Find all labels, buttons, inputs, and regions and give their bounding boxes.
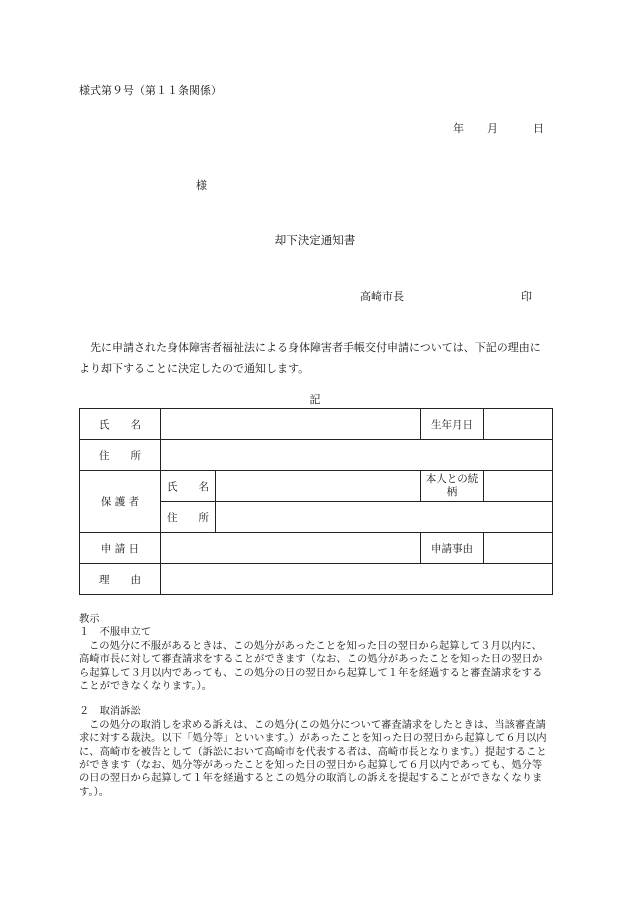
- form-number: 様式第９号（第１１条関係）: [79, 84, 222, 97]
- date-year: 年: [453, 122, 464, 135]
- guardian-address-label: 住 所: [161, 502, 216, 533]
- info-table: [79, 408, 553, 595]
- guardian-label: 保 護 者: [80, 471, 161, 533]
- guardian-name-value: [216, 471, 421, 502]
- date-day: 日: [533, 122, 544, 135]
- body-paragraph: 先に申請された身体障害者福祉法による身体障害者手帳交付申請については、下記の理由により却下することに決定したので通知します。: [79, 341, 541, 375]
- relationship-value: [484, 471, 553, 502]
- issuer-seal: 印: [521, 290, 532, 303]
- name-value: [161, 409, 421, 440]
- application-date-label: 申 請 日: [80, 533, 161, 564]
- application-reason-label: 申請事由: [421, 533, 484, 564]
- relationship-label: 本人との続柄: [421, 471, 484, 502]
- instructions: [79, 613, 552, 799]
- birthdate-value: [484, 409, 553, 440]
- ki-heading: 記: [309, 393, 321, 406]
- table-row: [80, 409, 553, 440]
- birthdate-label: 生年月日: [421, 409, 484, 440]
- document-title: 却下決定通知書: [274, 233, 356, 247]
- table-row: [80, 564, 553, 595]
- reason-label: 理 由: [80, 564, 161, 595]
- section1-title: １ 不服申立て: [79, 626, 152, 639]
- instructions-heading: 教示: [79, 613, 100, 625]
- table-row: [80, 440, 553, 471]
- reason-value: [161, 564, 553, 595]
- application-reason-value: [484, 533, 553, 564]
- address-label: 住 所: [80, 440, 161, 471]
- section1-text: この処分に不服があるときは、この処分があったことを知った日の翌日から起算して３月以内に、高崎市長に対して審査請求をすることができます（なお、この処分があったことを知った日の翌日から起算して３月以内であっても、この処分の日の翌日から起算して１年を経過すると審査請求をすることができなくなります。）。: [79, 639, 543, 693]
- address-value: [161, 440, 553, 471]
- guardian-address-value: [216, 502, 553, 533]
- date-month: 月: [487, 122, 498, 135]
- section2-text: この処分の取消しを求める訴えは、この処分(この処分について審査請求をしたときは、当該審査請求に対する裁決。以下「処分等」といいます。）があったことを知った日の翌日から起算して６月以内に、高崎市を被告として（訴訟において高崎市を代表する者は、高崎市長となります。）提起することができます（なお、処分等があったことを知った日の翌日から起算して６月以内であっても、処分等の日の翌日から起算して１年を経過するとこの処分の取消しの訴えを提起することができなくなります。）。: [79, 718, 547, 798]
- recipient-honorific: 様: [196, 179, 207, 192]
- table-row: [80, 471, 553, 502]
- name-label: 氏 名: [80, 409, 161, 440]
- application-date-value: [161, 533, 421, 564]
- issuer-name: 高崎市長: [360, 290, 404, 303]
- date-line: [453, 120, 544, 136]
- table-row: [80, 533, 553, 564]
- guardian-name-label: 氏 名: [161, 471, 216, 502]
- section2-title: ２ 取消訴訟: [79, 705, 141, 718]
